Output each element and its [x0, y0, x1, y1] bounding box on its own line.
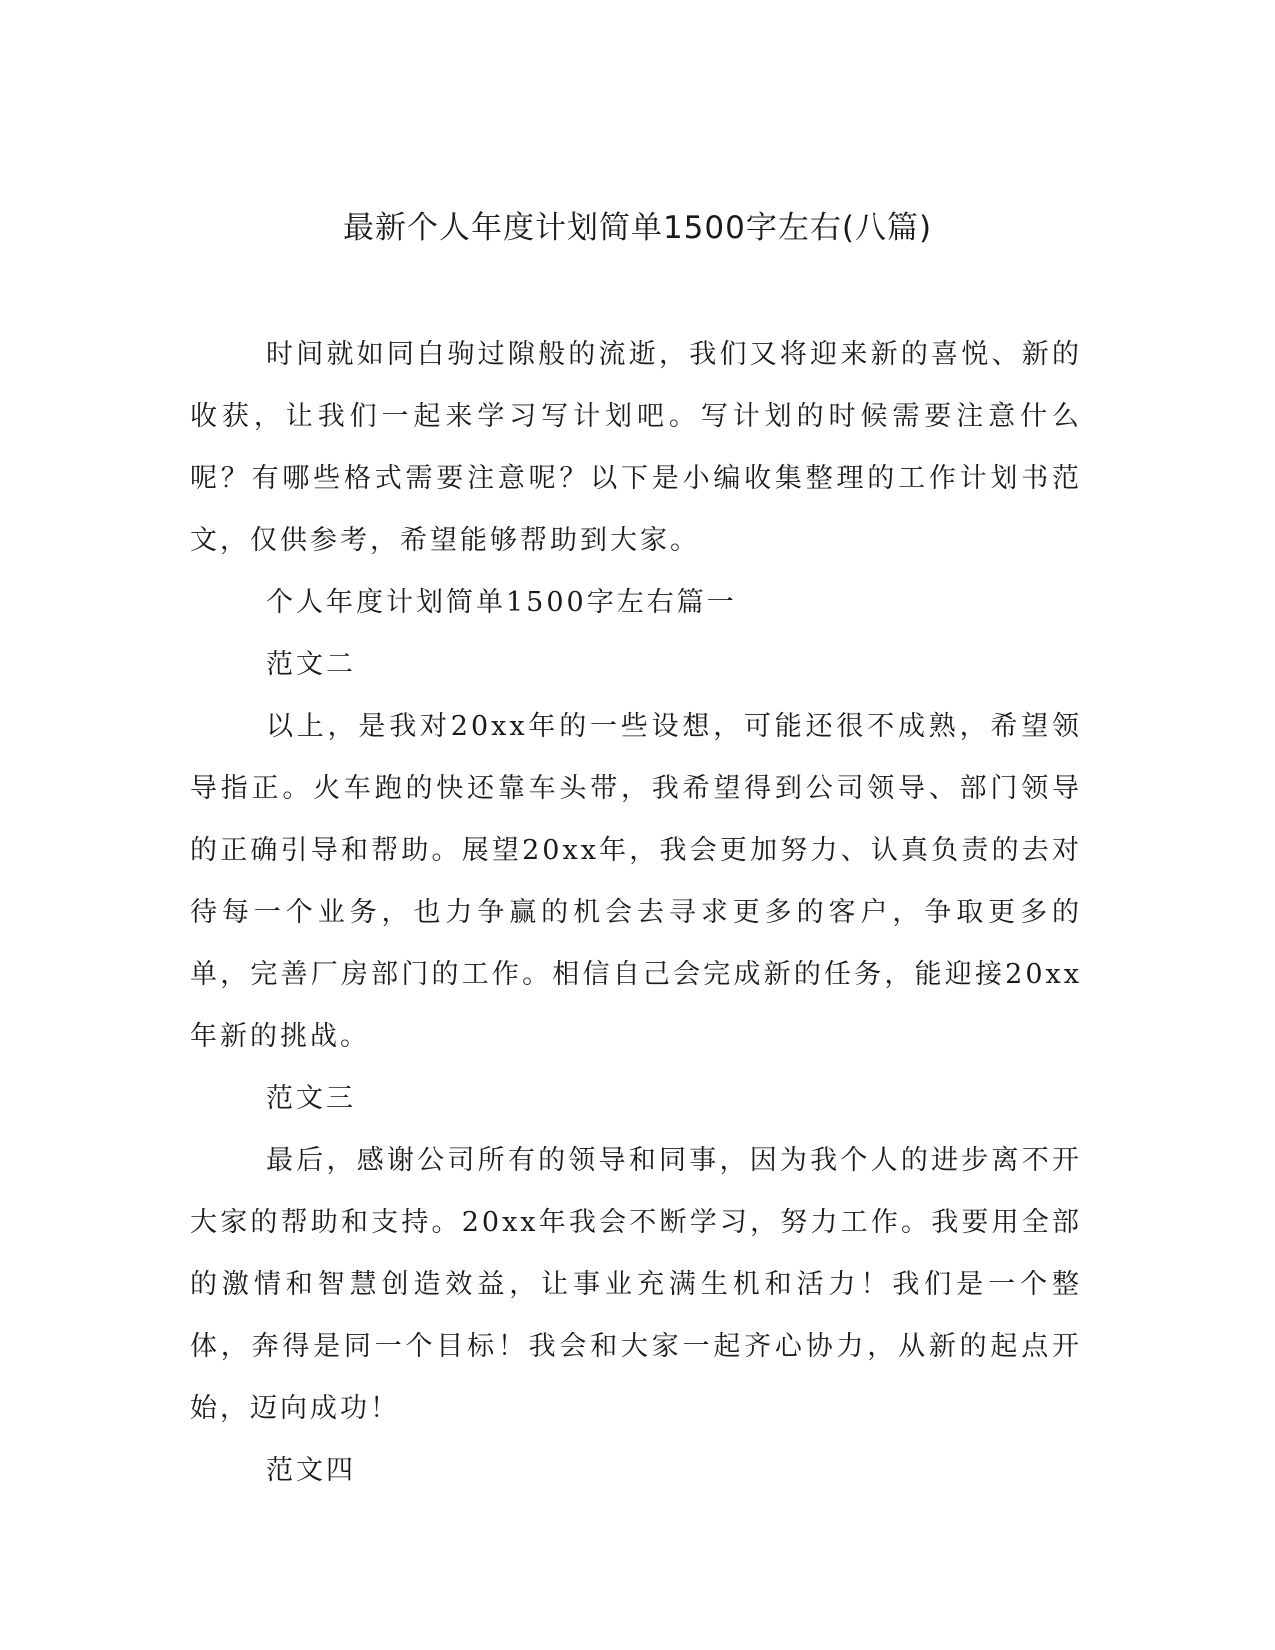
intro-paragraph: 时间就如同白驹过隙般的流逝，我们又将迎来新的喜悦、新的收获，让我们一起来学习写计划吧。写计划的时候需要注意什么呢？有哪些格式需要注意呢？以下是小编收集整理的工作计划书范文，仅供参考，希望能够帮助到大家。	[190, 339, 1082, 556]
section-heading-4: 范文四	[266, 1455, 356, 1486]
section-heading-3: 范文三	[266, 1083, 356, 1114]
document-title: 最新个人年度计划简单1500字左右(八篇)	[342, 210, 933, 246]
section-3-paragraph: 最后，感谢公司所有的领导和同事，因为我个人的进步离不开大家的帮助和支持。20xx年我会不断学习，努力工作。我要用全部的激情和智慧创造效益，让事业充满生机和活力！我们是一个整体，奔得是同一个目标！我会和大家一起齐心协力，从新的起点开始，迈向成功！	[190, 1145, 1082, 1424]
section-heading-1: 个人年度计划简单1500字左右篇一	[266, 587, 737, 618]
section-heading-2: 范文二	[266, 649, 356, 680]
section-2-paragraph: 以上，是我对20xx年的一些设想，可能还很不成熟，希望领导指正。火车跑的快还靠车头带，我希望得到公司领导、部门领导的正确引导和帮助。展望20xx年，我会更加努力、认真负责的去对待每一个业务，也力争赢的机会去寻求更多的客户，争取更多的单，完善厂房部门的工作。相信自己会完成新的任务，能迎接20xx年新的挑战。	[190, 711, 1082, 1052]
document-body	[190, 324, 1082, 1502]
